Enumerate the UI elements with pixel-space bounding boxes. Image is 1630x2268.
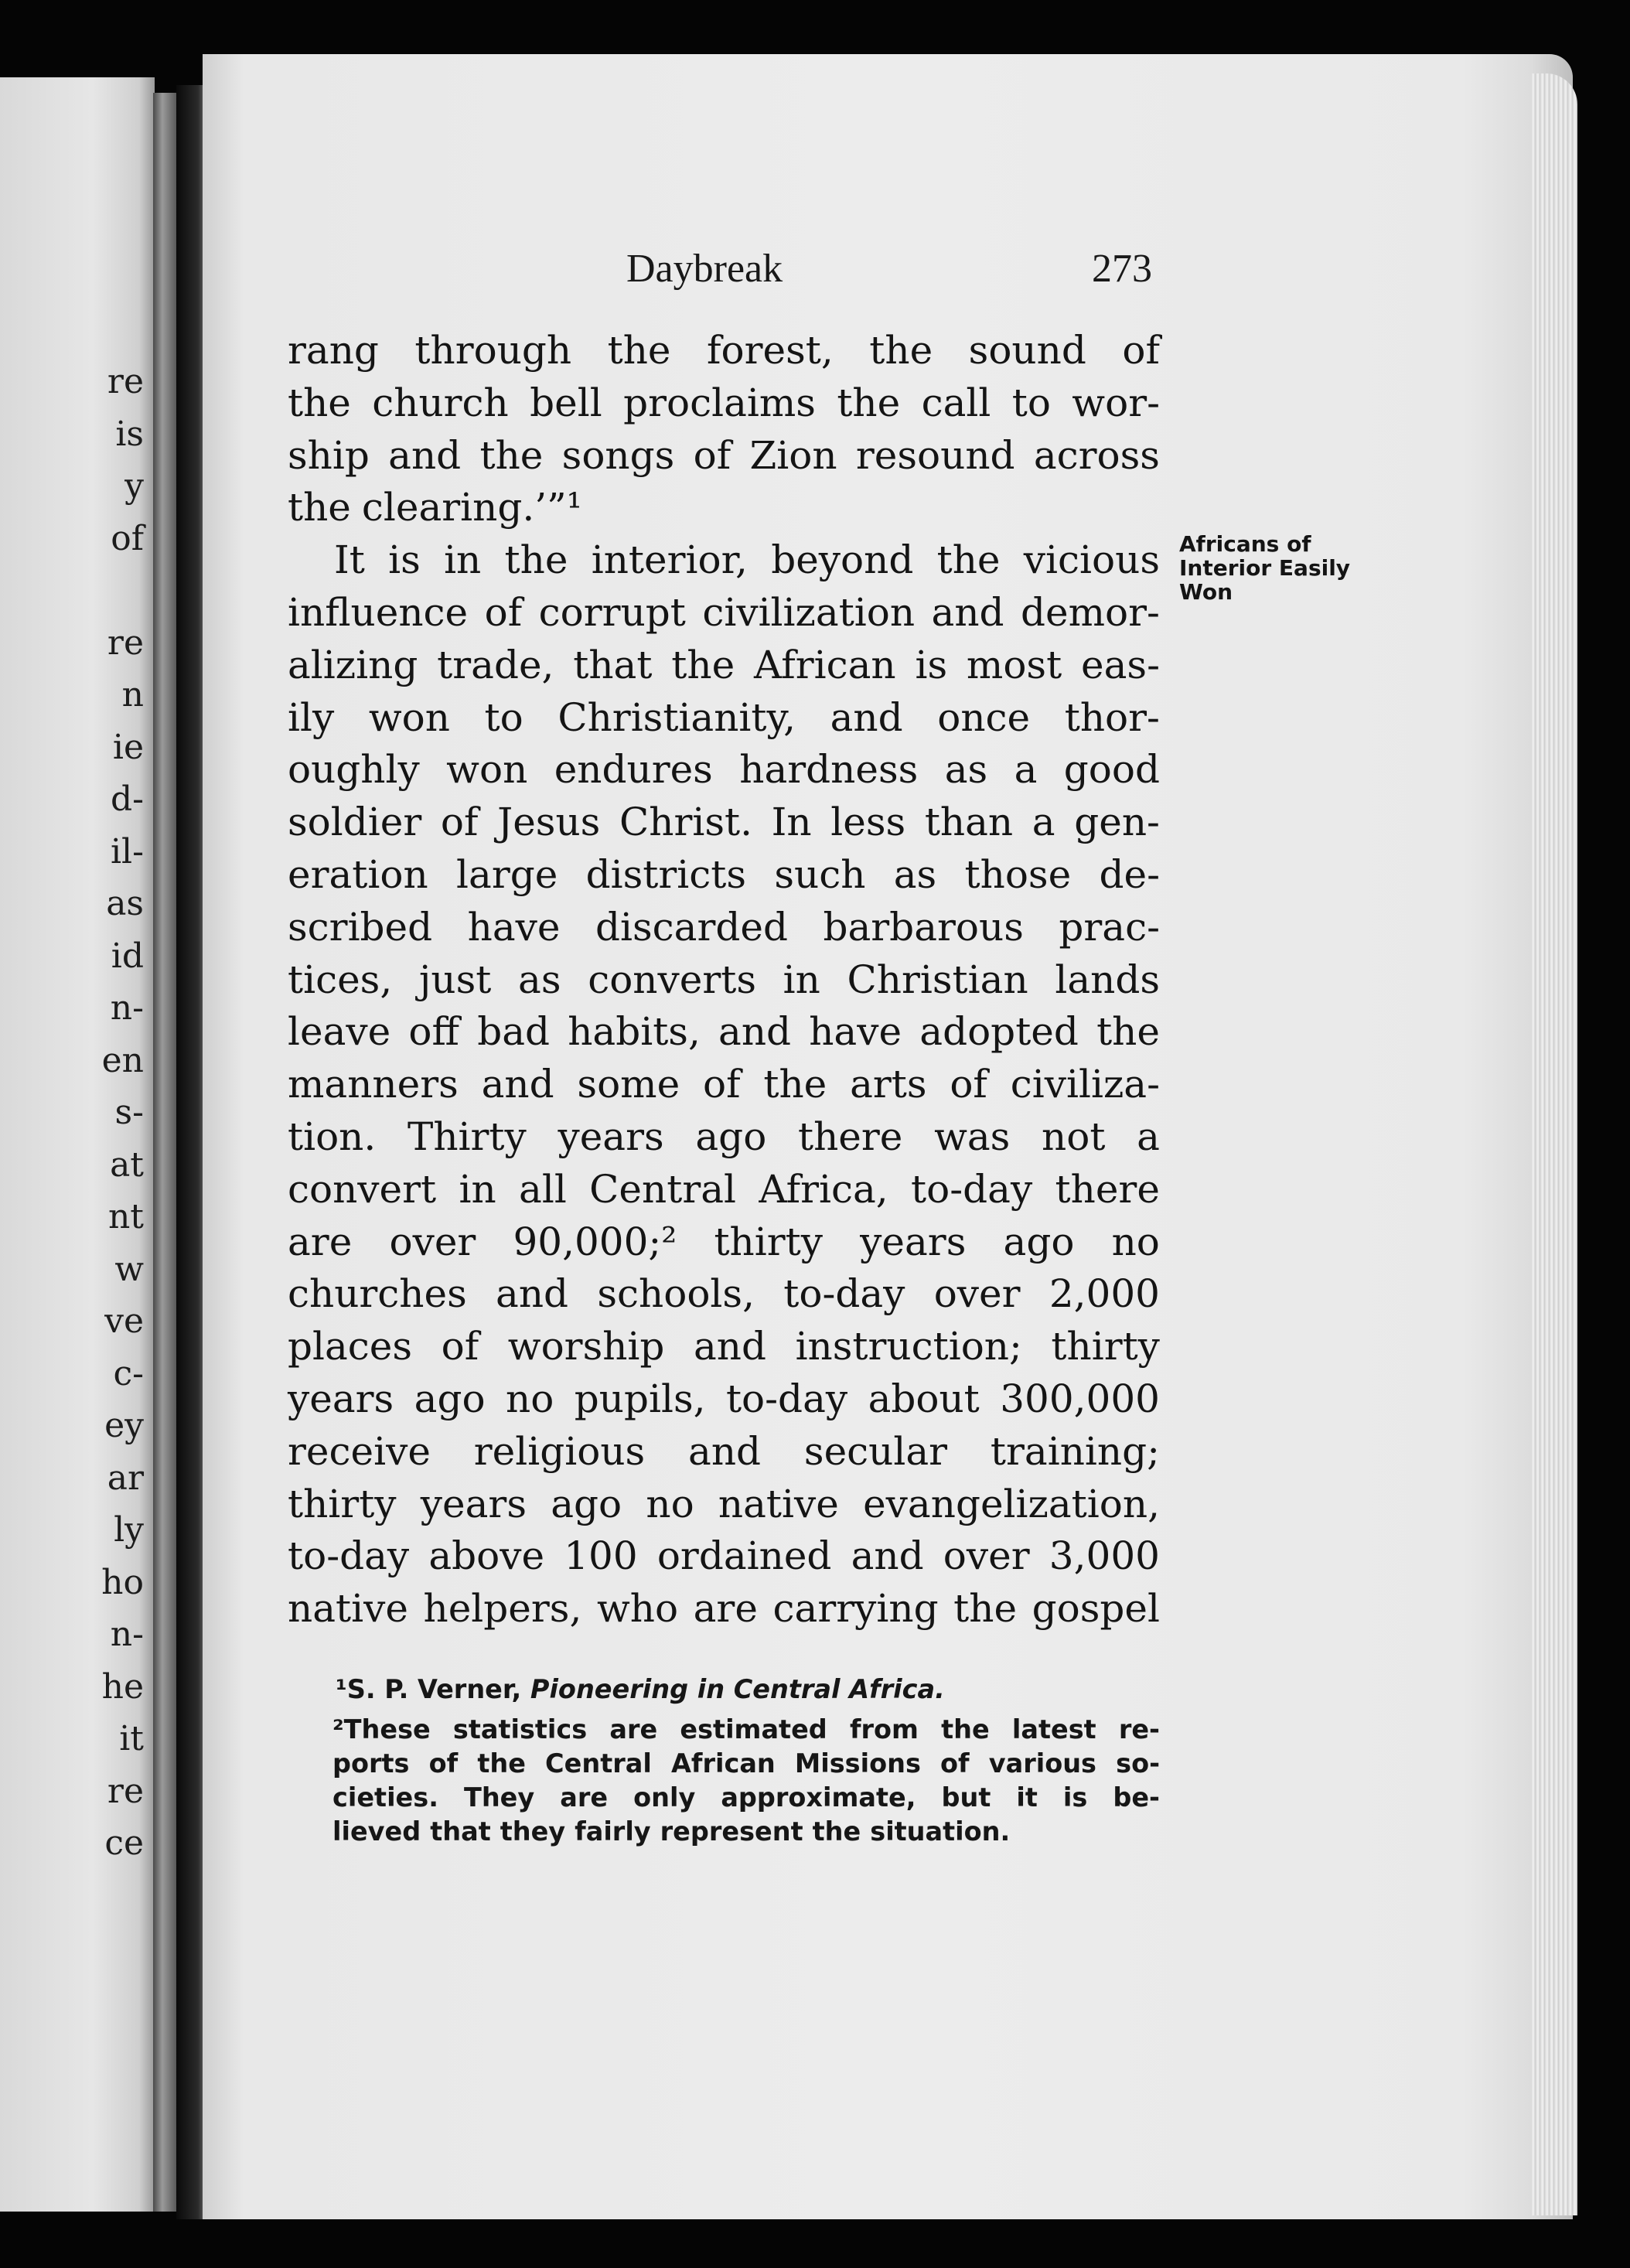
- left-fragment: c-: [113, 1353, 144, 1393]
- body-line: years ago no pupils, to-day about 300,000: [288, 1376, 1160, 1421]
- body-line: the church bell proclaims the call to wor-: [288, 380, 1160, 425]
- body-line: alizing trade, that the African is most eas-: [288, 642, 1160, 687]
- body-line: eration large districts such as those de-: [288, 851, 1160, 897]
- left-fragment: n: [121, 675, 144, 715]
- left-fragment: ve: [104, 1301, 144, 1341]
- body-line: ship and the songs of Zion resound across: [288, 432, 1160, 478]
- body-line: thirty years ago no native evangelization,: [288, 1481, 1160, 1526]
- body-line: native helpers, who are carrying the gospel: [288, 1586, 1160, 1632]
- left-fragment: is: [115, 414, 144, 454]
- left-fragment: it: [119, 1719, 144, 1758]
- body-line: oughly won endures hardness as a good: [288, 747, 1160, 793]
- left-fragment: as: [106, 884, 144, 923]
- left-fragment: at: [110, 1144, 144, 1185]
- left-fragment: ho: [101, 1562, 144, 1602]
- body-line: the clearing.’”¹: [288, 485, 582, 530]
- body-line: convert in all Central Africa, to-day there: [288, 1166, 1160, 1212]
- left-fragment: re: [107, 1771, 144, 1811]
- running-head: Daybreak: [626, 247, 783, 291]
- footnote-line: cieties. They are only approximate, but it is be-: [332, 1782, 1160, 1813]
- sidenote-line: Africans of: [1179, 531, 1311, 557]
- body-line: tion. Thirty years ago there was not a: [288, 1114, 1160, 1159]
- left-fragment: ce: [104, 1823, 144, 1863]
- left-fragment: il-: [110, 831, 144, 871]
- left-fragment: re: [107, 622, 144, 663]
- body-text: [288, 325, 1160, 1635]
- body-line: churches and schools, to-day over 2,000: [288, 1271, 1160, 1317]
- left-fragment: he: [101, 1666, 144, 1707]
- body-line: rang through the forest, the sound of: [288, 328, 1160, 373]
- left-fragment: of: [111, 518, 144, 558]
- left-fragment: nt: [107, 1197, 144, 1236]
- footnote-end: .: [935, 1674, 945, 1704]
- footnote-line: ²These statistics are estimated from the latest re-: [332, 1714, 1160, 1744]
- body-line: to-day above 100 ordained and over 3,000: [288, 1533, 1160, 1579]
- left-fragment: w: [114, 1249, 144, 1289]
- footnote-2: [332, 1713, 1160, 1849]
- footnote-author: S. P. Verner,: [346, 1674, 530, 1704]
- marginal-sidenote: [1179, 532, 1458, 604]
- body-line: places of worship and instruction; thirty: [288, 1324, 1160, 1369]
- left-fragment: en: [101, 1040, 144, 1080]
- left-fragment: ie: [112, 727, 144, 767]
- body-line: receive religious and secular training;: [288, 1428, 1160, 1474]
- body-line: leave off bad habits, and have adopted the: [288, 1009, 1160, 1055]
- left-facing-page: [0, 77, 155, 2212]
- left-fragment: y: [124, 466, 144, 506]
- left-fragment: ly: [114, 1510, 144, 1550]
- footnote-marker: ¹: [336, 1674, 347, 1704]
- footnote-line: lieved that they fairly represent the situation.: [332, 1816, 1011, 1847]
- sidenote-line: Interior Easily: [1179, 555, 1351, 581]
- page-stack-edge: [1531, 73, 1577, 2215]
- body-line: are over 90,000;² thirty years ago no: [288, 1219, 1160, 1264]
- body-line: tices, just as converts in Christian lands: [288, 957, 1160, 1002]
- footnote-1: [332, 1673, 1160, 1707]
- footnote-line: ports of the Central African Missions of various so-: [332, 1748, 1160, 1779]
- left-fragment: id: [111, 936, 144, 976]
- left-fragment: d-: [110, 779, 144, 819]
- sidenote-line: Won: [1179, 579, 1233, 605]
- body-line: It is in the interior, beyond the vicious: [334, 537, 1160, 583]
- left-fragment: n-: [110, 988, 144, 1028]
- left-page-text-fragments: [101, 356, 144, 1870]
- left-fragment: re: [107, 362, 144, 401]
- left-fragment: ey: [104, 1406, 144, 1445]
- book-gutter: [153, 93, 176, 2212]
- page-header: [626, 246, 1152, 300]
- footnotes: [332, 1673, 1160, 1849]
- left-fragment: n-: [110, 1615, 144, 1654]
- left-fragment: [101, 564, 144, 617]
- footnote-title: Pioneering in Central Africa: [530, 1674, 936, 1704]
- left-fragment: ar: [107, 1458, 144, 1498]
- body-line: influence of corrupt civilization and demor-: [288, 589, 1160, 635]
- left-fragment: s-: [114, 1093, 144, 1132]
- body-line: ily won to Christianity, and once thor-: [288, 694, 1160, 740]
- body-line: soldier of Jesus Christ. In less than a gen-: [288, 800, 1160, 845]
- body-line: manners and some of the arts of civiliza-: [288, 1062, 1160, 1107]
- page-number: 273: [1092, 247, 1152, 291]
- body-line: scribed have discarded barbarous prac-: [288, 904, 1160, 950]
